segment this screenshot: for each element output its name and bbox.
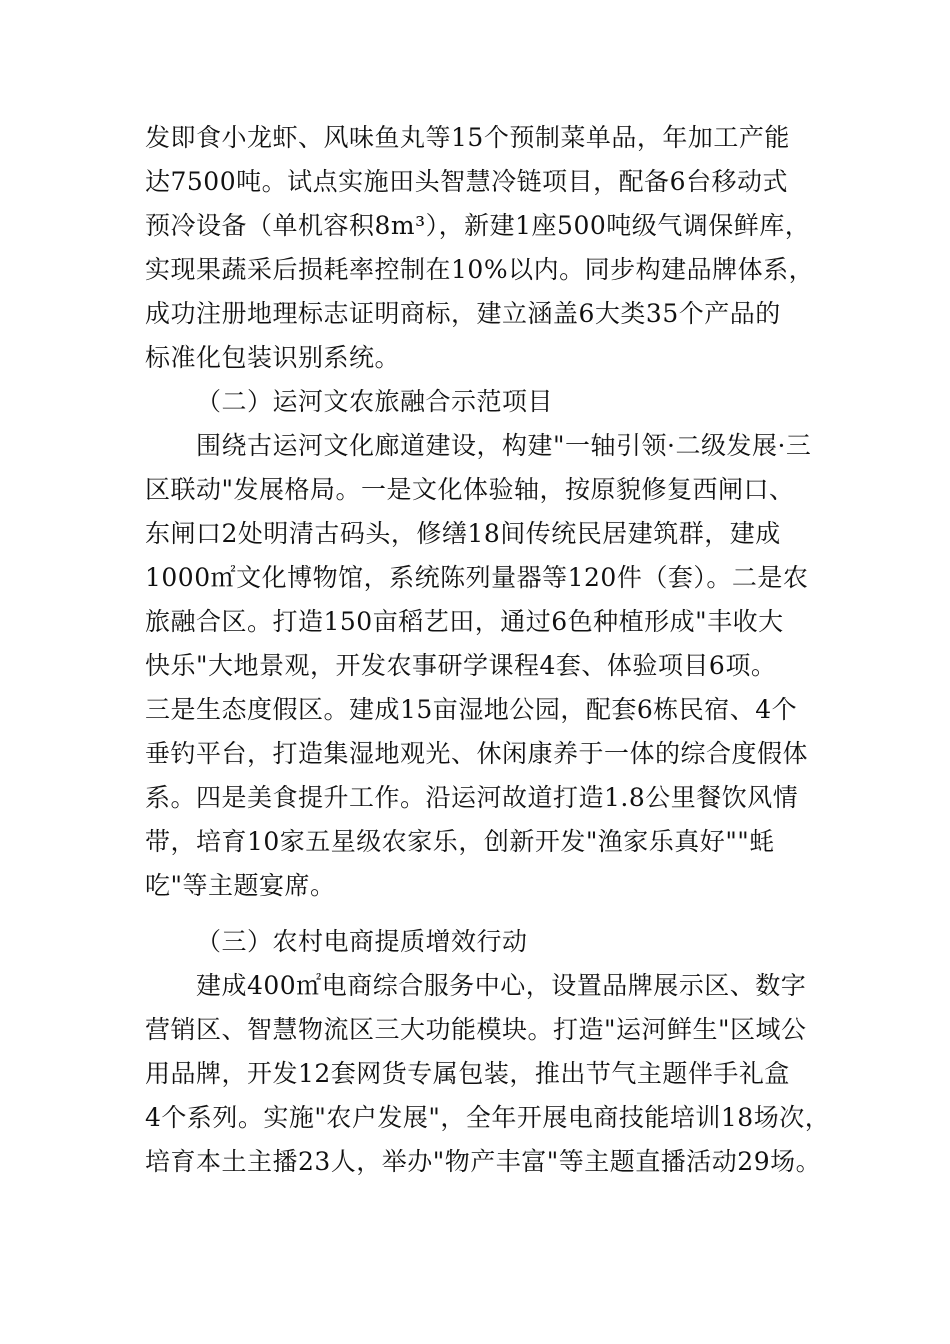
paragraph-line: 实现果蔬采后损耗率控制在10%以内。同步构建品牌体系，: [145, 255, 815, 284]
paragraph-line: 垂钓平台，打造集湿地观光、休闲康养于一体的综合度假体: [145, 739, 809, 768]
paragraph-line: 系。四是美食提升工作。沿运河故道打造1.8公里餐饮风情: [145, 783, 799, 812]
section-heading: （三）农村电商提质增效行动: [196, 927, 528, 956]
paragraph-line: 达7500吨。试点实施田头智慧冷链项目，配备6台移动式: [145, 167, 789, 196]
paragraph-line: 围绕古运河文化廊道建设，构建"一轴引领·二级发展·三: [196, 431, 812, 460]
paragraph-line: 建成400㎡电商综合服务中心，设置品牌展示区、数字: [196, 971, 807, 1000]
paragraph-line: 旅融合区。打造150亩稻艺田，通过6色种植形成"丰收大: [145, 607, 784, 636]
paragraph-line: 带，培育10家五星级农家乐，创新开发"渔家乐真好""蚝: [145, 827, 775, 856]
paragraph-line: 培育本土主播23人，举办"物产丰富"等主题直播活动29场。: [145, 1147, 822, 1176]
paragraph-line: 1000㎡文化博物馆，系统陈列量器等120件（套）。二是农: [145, 563, 809, 592]
paragraph-line: 用品牌，开发12套网货专属包装，推出节气主题伴手礼盒: [145, 1059, 790, 1088]
paragraph-line: 预冷设备（单机容积8m³），新建1座500吨级气调保鲜库，: [145, 211, 811, 240]
paragraph-line: 标准化包装识别系统。: [145, 343, 401, 372]
paragraph-line: 营销区、智慧物流区三大功能模块。打造"运河鲜生"区域公: [145, 1015, 807, 1044]
paragraph-line: 快乐"大地景观，开发农事研学课程4套、体验项目6项。: [145, 651, 777, 680]
paragraph-line: 吃"等主题宴席。: [145, 871, 336, 900]
section-heading: （二）运河文农旅融合示范项目: [196, 387, 554, 416]
paragraph-line: 东闸口2处明清古码头，修缮18间传统民居建筑群，建成: [145, 519, 781, 548]
paragraph-line: 4个系列。实施"农户发展"，全年开展电商技能培训18场次，: [145, 1103, 831, 1132]
paragraph-line: 成功注册地理标志证明商标，建立涵盖6大类35个产品的: [145, 299, 781, 328]
paragraph-line: 区联动"发展格局。一是文化体验轴，按原貌修复西闸口、: [145, 475, 795, 504]
paragraph-line: 发即食小龙虾、风味鱼丸等15个预制菜单品，年加工产能: [145, 123, 790, 152]
paragraph-line: 三是生态度假区。建成15亩湿地公园，配套6栋民宿、4个: [145, 695, 798, 724]
